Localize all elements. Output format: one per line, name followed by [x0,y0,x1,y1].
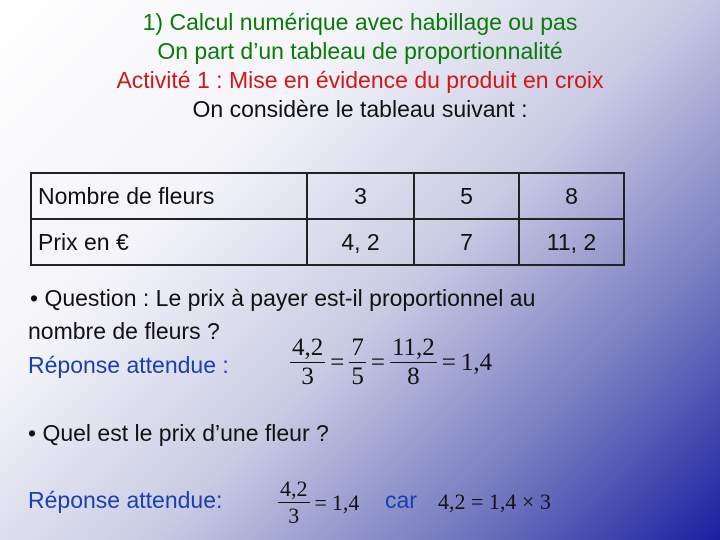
table-cell: 8 [519,173,624,219]
title-line-3: Activité 1 : Mise en évidence du produit en croix [116,67,604,93]
answer-label-2: Réponse attendue: [28,487,223,513]
table-row [31,173,624,219]
row-label: Nombre de fleurs [31,173,307,219]
table-cell: 5 [414,173,519,219]
table-cell: 11, 2 [519,219,624,265]
slide-titles [0,8,720,124]
question-2: • Quel est le prix d’une fleur ? [28,420,329,446]
table-cell: 7 [414,219,519,265]
table-row [31,219,624,265]
equation-ratios: $\frac{4,2}{3}$ = $\frac{7}{5}$ = $\frac{11,2}{8}$ = 1,4 [290,334,497,391]
row-label: Prix en € [31,219,307,265]
result-value: 1,4 [460,348,493,376]
fraction: $\frac{11,2}{8}$ [391,334,435,390]
fraction: $\frac{7}{5}$ [351,334,364,390]
justification-equation: 4,2 = 1,4 × 3 [438,489,551,514]
fraction: $\frac{4,2}{3}$ [292,334,324,390]
table-cell: 3 [307,173,414,219]
table-cell: 4, 2 [307,219,414,265]
title-line-4: On considère le tableau suivant : [192,96,528,122]
title-line-2: On part d’un tableau de proportionnalité [157,38,563,64]
car-word: car [385,487,417,513]
question-1-line-2: nombre de fleurs ? [28,318,220,344]
unit-price-equation: $\frac{4,2}{3}$ = 1,4 [278,476,364,529]
result-value: 1,4 [331,489,360,515]
question-1-line-1: • Question : Le prix à payer est-il proportionnel au [30,285,536,311]
title-line-1: 1) Calcul numérique avec habillage ou pas [142,9,578,35]
proportionality-table [30,172,625,266]
answer-label-1: Réponse attendue : [28,352,229,378]
fraction: $\frac{4,2}{3}$ [280,476,308,528]
